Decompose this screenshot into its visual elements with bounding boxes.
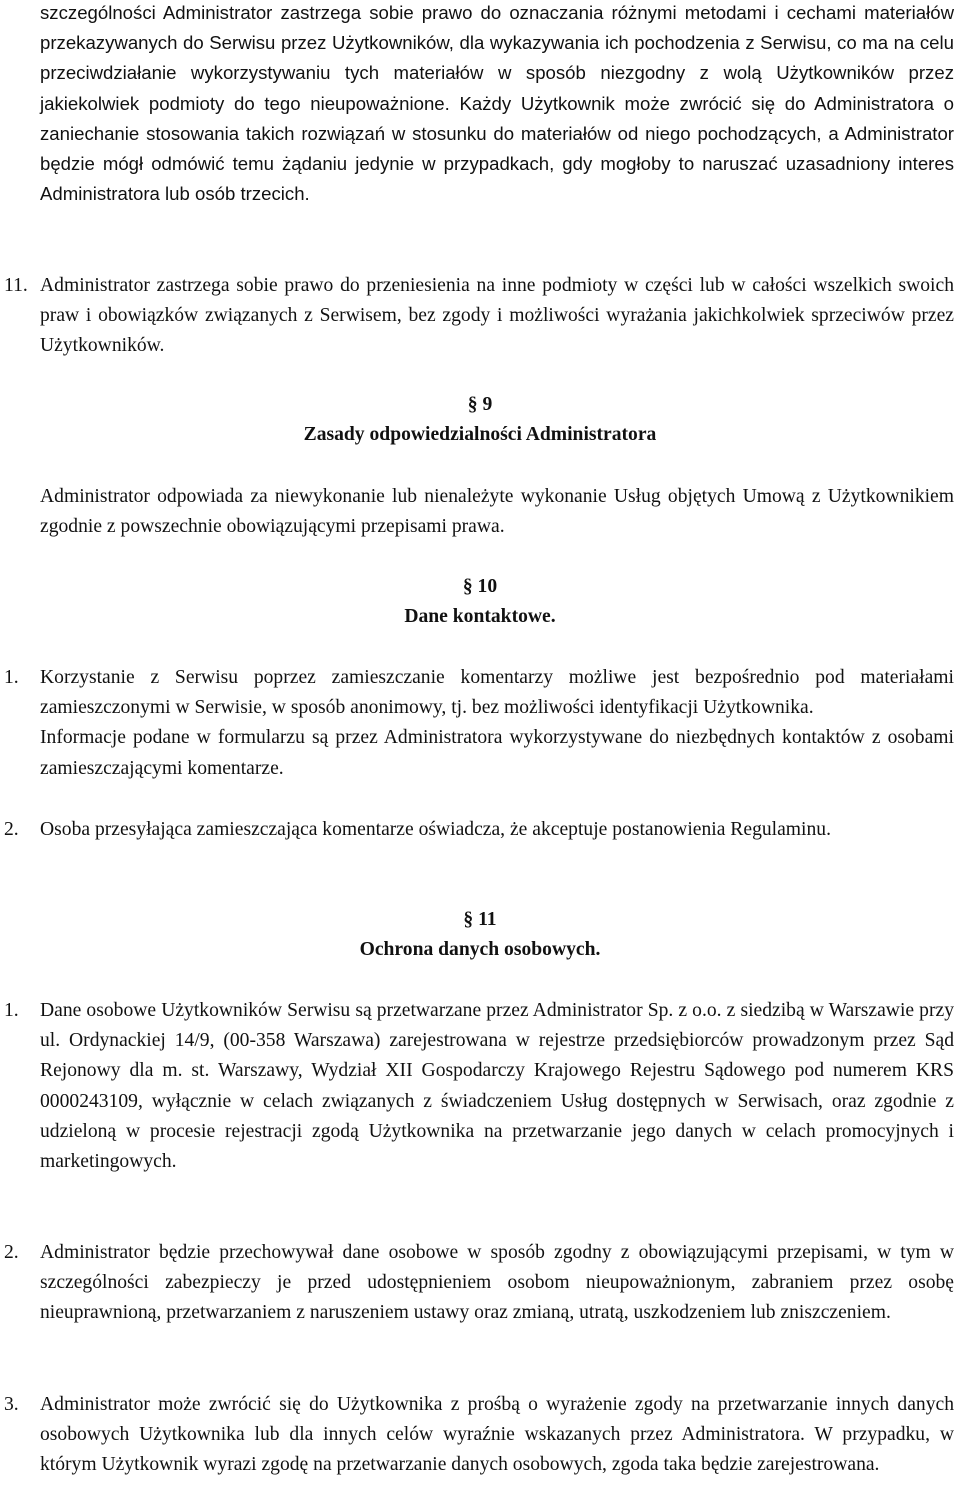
list-item-text-continued: Informacje podane w formularzu są przez Administratora wykorzystywane do niezbędnych kontaktów z osobami zamieszczającymi komentarze.: [40, 727, 954, 779]
section-number: 11: [478, 909, 497, 930]
section-9-body: Administrator odpowiada za niewykonanie lub nienależyte wykonanie Usług objętych Umową z Użytkownikiem zgodnie z powszechnie obowiązującymi przepisami prawa.: [40, 486, 954, 538]
list-item-text: Osoba przesyłająca zamieszczająca komentarze oświadcza, że akceptuje postanowienia Regulaminu.: [40, 819, 831, 840]
list-item-number: 2.: [4, 819, 19, 840]
list-item-11: [0, 271, 954, 362]
list-item-text: Administrator może zwrócić się do Użytkownika z prośbą o wyrażenie zgody na przetwarzanie innych danych osobowych Użytkownika lub dla innych celów wyraźnie wskazanych przez Administratora. W przypadku, w którym Użytkownik wyrazi zgodę na przetwarzanie danych osobowych, zgoda taka będzie zarejestrowana.: [40, 1394, 954, 1476]
list-item-number: 3.: [4, 1394, 19, 1415]
list-item-text: Administrator zastrzega sobie prawo do przeniesienia na inne podmioty w części lub w całości wszelkich swoich praw i obowiązków związanych z Serwisem, bez zgody i możliwości wyrażania jakichkolwiek sprzeciwów przez Użytkowników.: [40, 275, 954, 357]
list-item-number: 1.: [4, 667, 19, 688]
list-item: [0, 815, 954, 845]
list-item-text: Dane osobowe Użytkowników Serwisu są przetwarzane przez Administrator Sp. z o.o. z siedzibą w Warszawie przy ul. Ordynackiej 14/9, (00-358 Warszawa) zarejestrowana w rejestrze przedsiębiorców prowadzonym przez Sąd Rejonowy dla m. st. Warszawy, Wydział XII Gospodarczy Krajowego Rejestru Sądowego pod numerem KRS 0000243109, wyłącznie w celach związanych z świadczeniem Usług dostępnych w Serwisach, oraz zgodnie z udzieloną w procesie rejestracji zgodą Użytkownika na przetwarzanie jego danych w celach promocyjnych i marketingowych.: [40, 1000, 954, 1173]
list-item: [0, 1390, 954, 1481]
section-title: Ochrona danych osobowych.: [359, 939, 601, 961]
list-item-number: 11.: [4, 275, 28, 296]
list-item: [0, 1238, 954, 1329]
section-11-heading: [0, 905, 960, 965]
list-item-text: Administrator będzie przechowywał dane osobowe w sposób zgodny z obowiązującymi przepisami, w tym w szczególności zabezpieczy je przed udostępnieniem osobom nieupoważnionym, zabraniem przez osobę nieuprawnioną, przetwarzaniem z naruszeniem ustawy oraz zmianą, utratą, uszkodzeniem lub zniszczeniem.: [40, 1242, 954, 1324]
section-symbol: §: [467, 394, 478, 415]
section-symbol: §: [463, 909, 474, 930]
section-symbol: §: [462, 576, 473, 597]
list-item: [0, 996, 954, 1177]
intro-paragraph: szczególności Administrator zastrzega sobie prawo do oznaczania różnymi metodami i cechami materiałów przekazywanych do Serwisu przez Użytkowników, dla wykazywania ich pochodzenia z Serwisu, co ma na celu przeciwdziałanie wykorzystywaniu tych materiałów w sposób niezgodny z wolą Użytkowników przez jakiekolwiek podmioty do tego nieupoważnione. Każdy Użytkownik może zwrócić się do Administratora o zaniechanie stosowania takich rozwiązań w stosunku do materiałów od niego pochodzących, a Administrator będzie mógł odmówić temu żądaniu jedynie w przypadkach, gdy mogłoby to naruszać uzasadniony interes Administratora lub osób trzecich.: [40, 2, 954, 205]
section-title: Dane kontaktowe.: [404, 606, 556, 628]
section-number: 9: [482, 394, 493, 415]
section-title: Zasady odpowiedzialności Administratora: [303, 424, 657, 446]
section-9-heading: [0, 390, 960, 450]
list-item-text: Korzystanie z Serwisu poprzez zamieszczanie komentarzy możliwe jest bezpośrednio pod materiałami zamieszczonymi w Serwisie, w sposób anonimowy, tj. bez możliwości identyfikacji Użytkownika.: [40, 667, 954, 719]
section-10-heading: [0, 572, 960, 632]
list-item-number: 1.: [4, 1000, 19, 1021]
list-item-number: 2.: [4, 1242, 19, 1263]
list-item: [0, 663, 954, 784]
section-number: 10: [477, 576, 498, 597]
